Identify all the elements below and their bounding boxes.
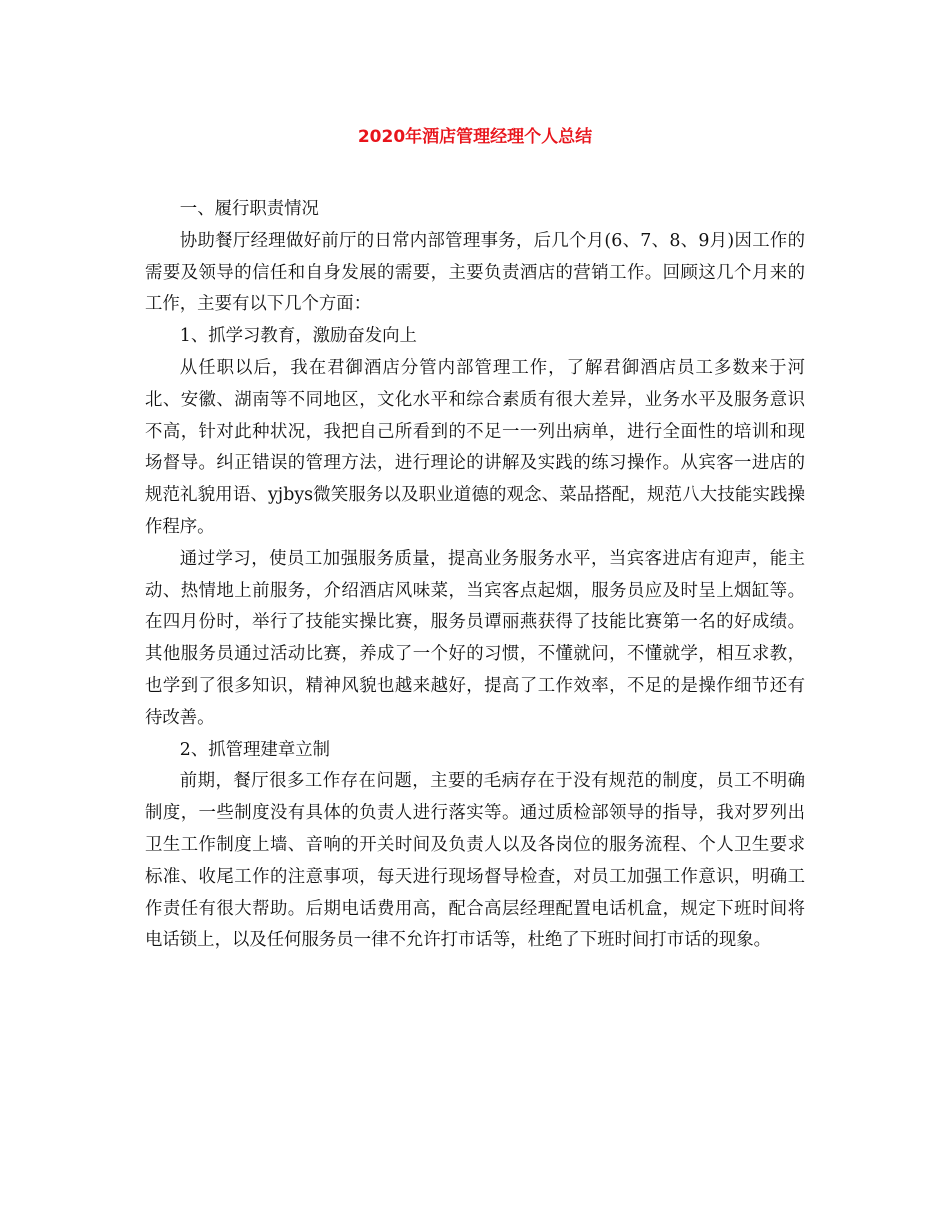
paragraph-training: 从任职以后，我在君御酒店分管内部管理工作，了解君御酒店员工多数来于河北、安徽、湖南等不同地区，文化水平和综合素质有很大差异，业务水平及服务意识不高，针对此种状况，我把自己所看到的不足一一列出病单，进行全面性的培训和现场督导。纠正错误的管理方法，进行理论的讲解及实践的练习操作。从宾客一进店的规范礼貌用语、yjbys微笑服务以及职业道德的观念、菜品搭配，规范八大技能实践操作程序。: [145, 357, 805, 537]
paragraph-results: 通过学习，使员工加强服务质量，提高业务服务水平，当宾客进店有迎声，能主动、热情地上前服务，介绍酒店风味菜，当宾客点起烟，服务员应及时呈上烟缸等。在四月份时，举行了技能实操比赛，服务员谭丽燕获得了技能比赛第一名的好成绩。其他服务员通过活动比赛，养成了一个好的习惯，不懂就问，不懂就学，相互求教，也学到了很多知识，精神风貌也越来越好，提高了工作效率，不足的是操作细节还有待改善。: [145, 548, 805, 728]
subheading-study-education: 1、抓学习教育，激励奋发向上: [179, 326, 417, 347]
paragraph-management: 前期，餐厅很多工作存在问题，主要的毛病存在于没有规范的制度，员工不明确制度，一些制度没有具体的负责人进行落实等。通过质检部领导的指导，我对罗列出卫生工作制度上墙、音响的开关时间及负责人以及各岗位的服务流程、个人卫生要求标准、收尾工作的注意事项，每天进行现场督导检查，对员工加强工作意识，明确工作责任有很大帮助。后期电话费用高，配合高层经理配置电话机盒，规定下班时间将电话锁上，以及任何服务员一律不允许打市话等，杜绝了下班时间打市话的现象。: [145, 771, 805, 951]
section-heading-duties: 一、履行职责情况: [179, 199, 319, 219]
document-title: 2020年酒店管理经理个人总结: [357, 127, 593, 147]
subheading-management-rules: 2、抓管理建章立制: [179, 739, 330, 760]
paragraph-intro: 协助餐厅经理做好前厅的日常内部管理事务，后几个月(6、7、8、9月)因工作的需要及领导的信任和自身发展的需要，主要负责酒店的营销工作。回顾这几个月来的工作，主要有以下几个方面：: [145, 230, 805, 315]
document-body: [145, 194, 805, 957]
